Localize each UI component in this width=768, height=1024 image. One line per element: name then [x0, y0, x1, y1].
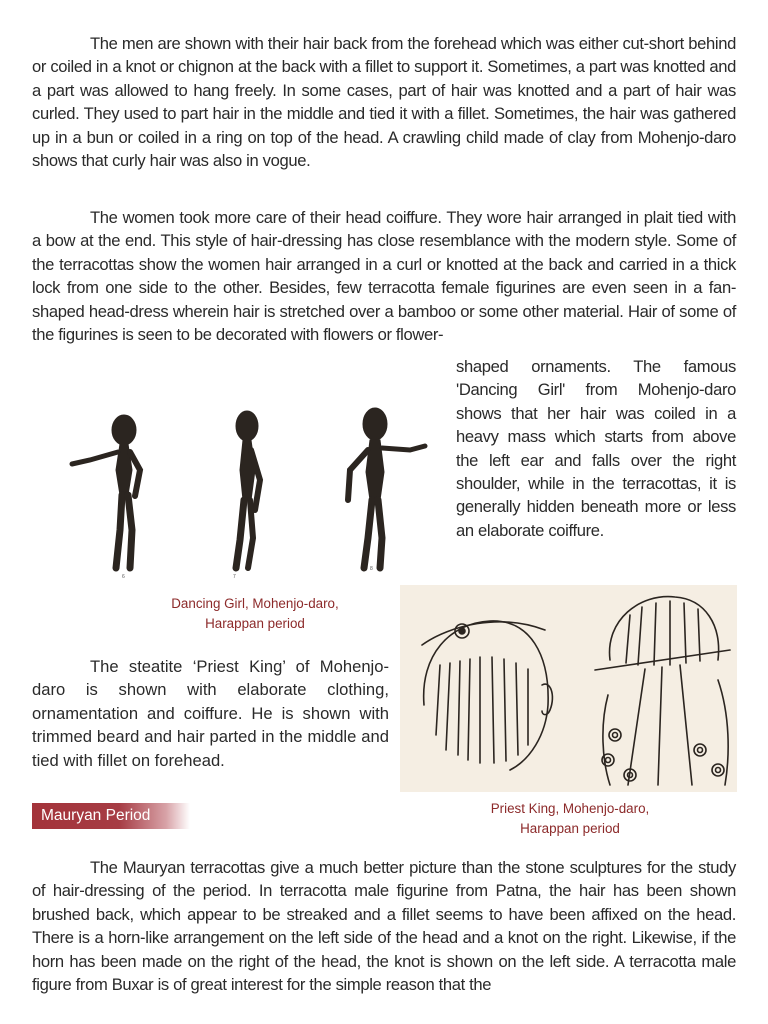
priest-king-head-left: [422, 621, 552, 770]
priest-king-figure: [400, 585, 737, 792]
dancing-girl-figure: [50, 400, 445, 580]
paragraph-priest-king: The steatite ‘Priest King’ of Mohenjo-daro is shown with elaborate clothing, ornamentation and coiffure. He is shown with trimmed beard and hair parted in the middle and tied with fillet on forehead.: [32, 657, 389, 770]
paragraph-dancing-girl: shaped ornaments. The famous 'Dancing Girl' from Mohenjo-daro shows that her hair was coiled in a heavy mass which starts from above the left ear and falls over the right shoulder, while in the terracottas, it is generally hidden beneath more or less an elaborate coiffure.: [456, 357, 736, 540]
caption-priest-king-line1: Priest King, Mohenjo-daro,: [490, 801, 650, 816]
dancing-girl-view-side: [236, 411, 260, 568]
figure-number-8: 8: [370, 566, 373, 572]
figure-number-6: 6: [122, 574, 125, 580]
dancing-girl-view-front: [72, 415, 140, 568]
paragraph-women-hair: The women took more care of their head coiffure. They wore hair arranged in plait tied with a bow at the end. This style of hair-dressing has close resemblance with the modern style. Some of the terracottas show the women hair arranged in a curl or knotted at the back and carried in a thick lock from one side to the other. Besides, few terracotta female figurines are even seen in a fan-shaped head-dress wherein hair is stretched over a bamboo or some other material. Hair of some of the figurines is seen to be decorated with flowers or flower-: [32, 208, 736, 345]
paragraph-men-hair: The men are shown with their hair back from the forehead which was either cut-short behind or coiled in a knot or chignon at the back with a fillet to support it. Sometimes, a part was knotted and a part was allowed to hang freely. In some cases, part of hair was knotted and a part of hair was curled. They used to part hair in the middle and tied it with a fillet. Sometimes, the hair was gathered up in a bun or coiled in a ring on top of the head. A crawling child made of clay from Mohenjo-daro shows that curly hair was also in vogue.: [32, 34, 736, 171]
figure-number-7: 7: [233, 574, 236, 580]
section-heading-mauryan: Mauryan Period: [32, 803, 190, 829]
caption-dancing-girl-line2: Harappan period: [205, 615, 305, 631]
caption-dancing-girl: [120, 594, 390, 633]
caption-priest-king: [430, 799, 710, 838]
caption-priest-king-line2: Harappan period: [520, 820, 620, 836]
dancing-girl-view-back: [348, 408, 425, 568]
priest-king-head-right: [595, 597, 730, 785]
paragraph-mauryan: The Mauryan terracottas give a much better picture than the stone sculptures for the study of hair-dressing of the period. In terracotta male figurine from Patna, the hair has been shown brushed back, which appear to be streaked and a fillet seems to have been affixed on the head. There is a horn-like arrangement on the left side of the head and a knot on the right. Likewise, if the horn has been made on the right of the head, the knot is shown on the left side. A terracotta male figure from Buxar is of great interest for the simple reason that the: [32, 858, 736, 995]
caption-dancing-girl-line1: Dancing Girl, Mohenjo-daro,: [171, 596, 339, 611]
